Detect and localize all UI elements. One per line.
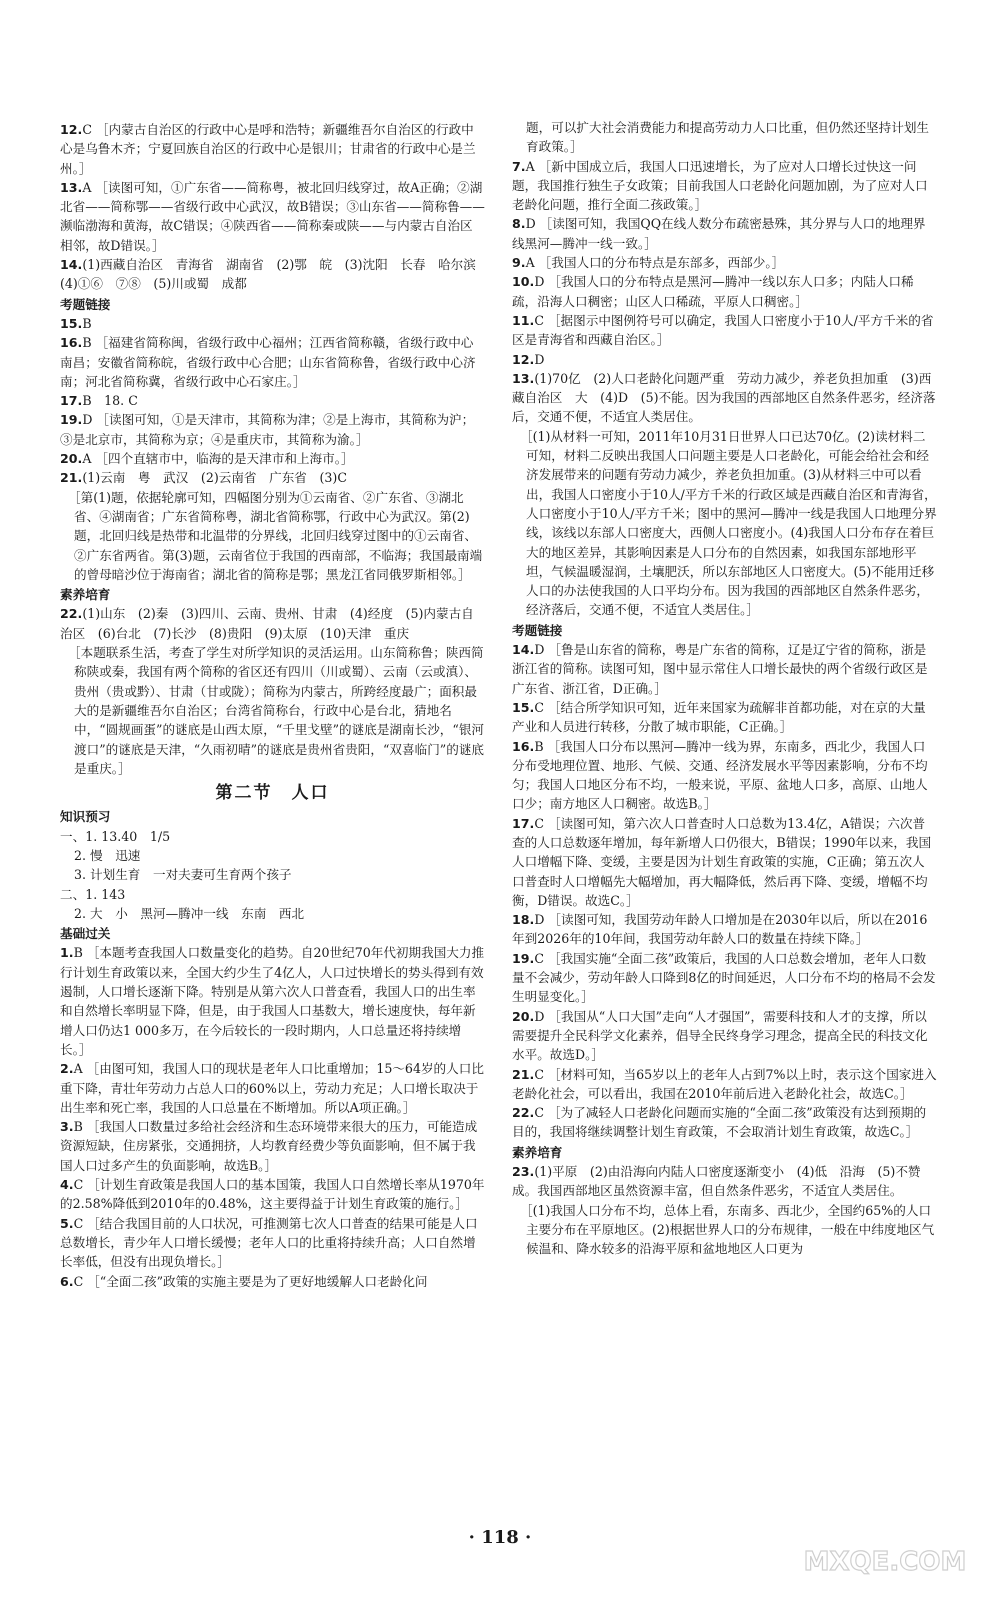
answer-number: 21. xyxy=(512,1066,535,1082)
explanation-22: ［本题联系生活，考查了学生对所学知识的灵活运用。山东简称鲁；陕西简称陕或秦，我国有两个简称的省区还有四川（川或蜀）、云南（云或滇）、贵州（贵或黔）、甘肃（甘或陇）；简称为内蒙古，所跨经度最广；面积最大的是新疆维吾尔自治区；台湾省简称台，行政中心是台北，猜地名中，“圆规画蛋”的谜底是山西太原，“千里戈壁”的谜底是湖南长沙，“银河渡口”的谜底是天津，“久雨初晴”的谜底是贵州省贵阳，“双喜临门”的谜底是重庆。］ xyxy=(68,645,485,776)
section-head-suyang: 素养培育 xyxy=(60,587,111,603)
section-head-zhishi: 知识预习 xyxy=(60,809,111,825)
section-head-kaoti: 考题链接 xyxy=(60,296,111,312)
answer-text: C ［计划生育政策是我国人口的基本国策，我国人口自然增长率从1970年的2.58%降低到2010年的0.48%，这主要得益于计划生育政策的施行。］ xyxy=(60,1177,485,1212)
answer-text: A ［读图可知，①广东省——简称粤，被北回归线穿过，故A正确；②湖北省——简称鄂——省级行政中心武汉，故B错误；③山东省——简称鲁——濒临渤海和黄海，故C错误；④陕西省——简称秦或陕——与内蒙古自治区相邻，故D错误。］ xyxy=(60,179,485,253)
answer-text: B xyxy=(82,315,92,331)
answer-item xyxy=(512,949,937,1007)
answer-number: 22. xyxy=(60,606,83,622)
answers-group-5 xyxy=(512,640,937,1142)
answer-item xyxy=(512,157,937,215)
answer-text: B ［福建省简称闽，省级行政中心福州；江西省简称赣，省级行政中心南昌；安徽省简称皖，省级行政中心合肥；山东省简称鲁，省级行政中心济南；河北省简称冀，省级行政中心石家庄。］ xyxy=(60,335,476,389)
answer-number: 16. xyxy=(512,738,535,754)
answer-number: 3. xyxy=(60,1119,74,1135)
answer-number: 7. xyxy=(512,158,526,174)
answer-text: C ［结合所学知识可知，近年来国家为疏解非首都功能，对在京的大量产业和人员进行转移，分散了城市职能，C正确。］ xyxy=(512,699,926,735)
answer-item xyxy=(60,1214,485,1272)
answers-group-2 xyxy=(60,314,485,488)
right-column xyxy=(512,118,937,1259)
answer-item xyxy=(512,369,937,427)
answer-number: 17. xyxy=(512,815,535,831)
answers-group-1 xyxy=(60,120,489,294)
answer-item xyxy=(60,178,485,255)
answer-item xyxy=(60,449,485,468)
answer-number: 6. xyxy=(60,1273,74,1289)
answer-item xyxy=(60,1059,485,1117)
section-head-suyang-right: 素养培育 xyxy=(512,1144,563,1160)
answer-number: 13. xyxy=(512,370,535,386)
answer-text: D ［读图可知，我国QQ在线人数分布疏密悬殊，其分界与人口的地理界线黑河—腾冲一线一致。］ xyxy=(512,216,926,251)
answer-item xyxy=(512,1007,937,1065)
answer-text: D ［鲁是山东省的简称，粤是广东省的简称，辽是辽宁省的简称，浙是浙江省的简称。读图可知，图中显示常住人口增长最快的两个省级行政区是广东省、浙江省，D正确。］ xyxy=(512,642,928,696)
answer-text: D xyxy=(534,351,545,367)
preview-list xyxy=(60,827,485,923)
answer-text: D ［我国人口的分布特点是黑河—腾冲一线以东人口多；内陆人口稀疏，沿海人口稠密；山区人口稀疏，平原人口稠密。］ xyxy=(512,274,914,309)
answer-item xyxy=(60,1272,485,1291)
answer-item xyxy=(60,410,485,449)
answer-number: 21. xyxy=(60,470,83,486)
explanation-23: ［(1)我国人口分布不均，总体上看，东南多、西北少，全国约65%的人口主要分布在平原地区。(2)根据世界人口的分布规律，一般在中纬度地区气候温和、降水较多的沿海平原和盆地地区人口更为 xyxy=(520,1202,935,1257)
answer-text: C ［材料可知，当65岁以上的老年人占到7%以上时，表示这个国家进入老龄化社会，可以看出，我国在2010年前后进入老龄化社会，故选C。］ xyxy=(512,1066,937,1101)
watermark-text: MXQE.COM xyxy=(803,1547,967,1577)
answer-item xyxy=(512,272,937,311)
answer-number: 23. xyxy=(512,1164,535,1180)
answer-text: B ［我国人口数量过多给社会经济和生态环境带来很大的压力，可能造成资源短缺，住房紧张，交通拥挤，人均教育经费少等负面影响，但不属于我国人口过多产生的负面影响，故选B。］ xyxy=(60,1119,478,1173)
answer-item-22 xyxy=(60,604,485,643)
answer-item xyxy=(512,311,937,350)
answer-item xyxy=(512,640,937,698)
answer-number: 2. xyxy=(60,1061,74,1077)
answer-number: 14. xyxy=(512,642,535,658)
answer-text: (1)平原 (2)由沿海向内陆人口密度逐渐变小 (4)低 沿海 (5)不赞成。我国西部地区虽然资源丰富，但自然条件恶劣，不适宜人类居住。 xyxy=(512,1164,921,1199)
answer-text: C ［内蒙古自治区的行政中心是呼和浩特；新疆维吾尔自治区的行政中心是乌鲁木齐；宁夏回族自治区的行政中心是银川；甘肃省的行政中心是兰州。］ xyxy=(60,122,476,176)
answer-text: A ［由图可知，我国人口的现状是老年人口比重增加；15～64岁的人口比重下降，青壮年劳动力占总人口的60%以上，劳动力充足；人口增长取决于出生率和死亡率，我国的人口总量在不断增加。所以A项正确。］ xyxy=(60,1061,484,1115)
answer-number: 19. xyxy=(512,950,535,966)
answer-item xyxy=(60,120,485,178)
answer-item xyxy=(512,910,937,949)
page-number: · 118 · xyxy=(468,1527,532,1548)
answer-text: D ［读图可知，①是天津市，其简称为津；②是上海市，其简称为沪；③是北京市，其简称为京；④是重庆市，其简称为渝。］ xyxy=(60,412,475,447)
answer-text: C ［“全面二孩”政策的实施主要是为了更好地缓解人口老龄化问 xyxy=(73,1273,428,1289)
answer-number: 10. xyxy=(512,274,535,290)
answer-number: 20. xyxy=(512,1008,535,1024)
answer-item-23 xyxy=(512,1162,937,1201)
answer-number: 12. xyxy=(512,351,535,367)
answer-text: (1)70亿 (2)人口老龄化问题严重 劳动力减少，养老负担加重 (3)西藏自治区 大 (4)D (5)不能。因为我国的西部地区自然条件恶劣，经济落后，交通不便，不适宜人类居住。 xyxy=(512,370,936,425)
answer-text: (1)山东 (2)秦 (3)四川、云南、贵州、甘肃 (4)经度 (5)内蒙古自治区 (6)台北 (7)长沙 (8)贵阳 (9)太原 (10)天津 重庆 xyxy=(60,606,474,641)
answer-number: 15. xyxy=(512,699,535,715)
answer-text: A ［我国人口的分布特点是东部多，西部少。］ xyxy=(525,255,785,271)
answer-text: C ［据图示中图例符号可以确定，我国人口密度小于10人/平方千米的省区是青海省和西藏自治区。］ xyxy=(512,312,934,348)
answer-item xyxy=(60,1117,485,1175)
answer-number: 20. xyxy=(60,451,83,467)
answers-group-4 xyxy=(512,157,937,427)
answer-text: (1)云南 粤 武汉 (2)云南省 广东省 (3)C xyxy=(82,470,347,486)
answer-number: 1. xyxy=(60,945,74,961)
answer-item xyxy=(512,698,937,737)
answer-text: A ［新中国成立后，我国人口迅速增长，为了应对人口增长过快这一问题，我国推行独生子女政策；目前我国人口老龄化问题加剧，为了应对人口老龄化问题，推行全面二孩政策。］ xyxy=(512,158,928,213)
answer-text: A ［四个直辖市中，临海的是天津市和上海市。］ xyxy=(82,451,354,467)
answers-group-3 xyxy=(60,943,485,1290)
answer-number: 22. xyxy=(512,1105,535,1121)
answer-text: C ［结合我国目前的人口状况，可推测第七次人口普查的结果可能是人口总数增长，青少年人口增长缓慢；老年人口的比重将持续升高；人口自然增长率低，但没有出现负增长。］ xyxy=(60,1215,478,1270)
answer-item xyxy=(512,814,937,910)
answer-item xyxy=(60,468,485,487)
answer-number: 11. xyxy=(512,312,535,328)
answer-number: 19. xyxy=(60,412,83,428)
explanation-21: ［第(1)题，依据轮廓可知，四幅图分别为①云南省、②广东省、③湖北省、④湖南省；广东省简称粤，湖北省简称鄂，行政中心为武汉。第(2)题，北回归线是热带和北温带的分界线，北回归线穿过图中的①云南省、②广东省两省。第(3)题，云南省位于我国的西南部，不临海；我国最南端的曾母暗沙位于海南省；湖北省的简称是鄂；黑龙江省同俄罗斯相邻。］ xyxy=(68,489,483,582)
answer-number: 16. xyxy=(60,335,83,351)
left-column xyxy=(60,120,489,1291)
explanation-13: ［(1)从材料一可知，2011年10月31日世界人口已达70亿。(2)读材料二可知，材料二反映出我国人口问题主要是人口老龄化，可能会给社会和经济发展带来的问题有劳动力减少，养老负担加重。(3)从材料三中可以看出，我国人口密度小于10人/平方千米的行政区域是西藏自治区和青海省，人口密度小于10人/平方千米；图中的黑河—腾冲一线是我国人口地理分界线，该线以东部人口密度大，西侧人口密度小。(4)我国人口分布存在着巨大的地区差异，其影响因素是人口分布的自然因素，如我国东部地形平坦，气候温暖湿润，土壤肥沃，所以东部地区人口密度大。(5)不能用迁移人口的办法使我国的人口平均分布。因为我国的西部地区自然条件恶劣，经济落后，交通不便，不适宜人类居住。］ xyxy=(520,428,937,618)
preview-line: 2. 慢 迅速 xyxy=(74,847,141,863)
answer-text: (1)西藏自治区 青海省 湖南省 (2)鄂 皖 (3)沈阳 长春 哈尔滨 (4)①⑥ ⑦⑧ (5)川或蜀 成都 xyxy=(60,257,489,292)
watermark-logo xyxy=(790,1508,980,1588)
answer-text: B ［我国人口分布以黑河—腾冲一线为界，东南多，西北少，我国人口分布受地理位置、地形、气候、交通、经济发展水平等因素影响，分布不均匀；我国人口地区分布不均，一般来说，平原、盆地人口多，高原、山地人口少；南方地区人口稠密。故选B。］ xyxy=(512,738,928,812)
answer-text: B 18. C xyxy=(82,393,138,409)
answer-number: 5. xyxy=(60,1215,74,1231)
answer-number: 15. xyxy=(60,315,83,331)
answer-text: D ［读图可知，我国劳动年龄人口增加是在2030年以后，所以在2016年到2026年的10年间，我国劳动年龄人口的数量在持续下降。］ xyxy=(512,912,928,947)
answer-item xyxy=(512,214,937,253)
answer-number: 9. xyxy=(512,255,526,271)
answer-item xyxy=(60,1175,485,1214)
answer-number: 17. xyxy=(60,393,83,409)
answer-number: 12. xyxy=(60,122,83,137)
preview-line: 3. 计划生育 一对夫妻可生育两个孩子 xyxy=(74,867,292,883)
answer-item xyxy=(512,350,937,369)
answer-number: 8. xyxy=(512,216,526,232)
answer-text: D ［我国从“人口大国”走向“人才强国”，需要科技和人才的支撑，所以需要提升全民科学文化素养，倡导全民终身学习理念，提高全民的科技文化水平。故选D。］ xyxy=(512,1008,928,1063)
chapter-title: 第二节 人口 xyxy=(215,783,330,804)
answer-number: 4. xyxy=(60,1177,74,1193)
answer-item xyxy=(60,314,485,333)
answer-text: B ［本题考查我国人口数量变化的趋势。自20世纪70年代初期我国大力推行计划生育政策以来，全国大约少生了4亿人，人口过快增长的势头得到有效遏制，人口增长逐渐下降。特别是从第六次人口普查看，我国人口的出生率和自然增长率明显下降，但是，由于我国人口基数大，增长速度快，每年新增人口仍达1 000多万，在今后较长的一段时期内，人口总量还将持续增长。］ xyxy=(60,945,485,1057)
preview-line: 二、1. 143 xyxy=(60,886,126,902)
continuation-6: 题，可以扩大社会消费能力和提高劳动力人口比重，但仍然还坚持计划生育政策。］ xyxy=(526,120,929,155)
section-head-jichu: 基础过关 xyxy=(60,926,111,942)
section-head-kaoti-right: 考题链接 xyxy=(512,622,563,638)
answer-number: 14. xyxy=(60,257,83,273)
answer-text: C ［我国实施“全面二孩”政策后，我国的人口总数会增加，老年人口数量不会减少，劳动年龄人口降到8亿的时间延迟，人口分布不均的格局不会发生明显变化。］ xyxy=(512,950,936,1005)
answer-number: 18. xyxy=(512,912,535,928)
answer-number: 13. xyxy=(60,179,83,195)
preview-line: 2. 大 小 黑河—腾冲一线 东南 西北 xyxy=(74,905,305,921)
answer-item xyxy=(512,1065,937,1104)
answer-text: C ［为了减轻人口老龄化问题而实施的“全面二孩”政策没有达到预期的目的，我国将继续调整计划生育政策，不会取消计划生育政策，故选C。］ xyxy=(512,1105,927,1140)
answer-item xyxy=(512,737,937,814)
answer-item xyxy=(512,1103,937,1142)
answer-item xyxy=(60,255,489,294)
answer-text: C ［读图可知，第六次人口普查时人口总数为13.4亿，A错误；六次普查的人口总数逐年增加，每年新增人口仍很大，B错误；1990年以来，我国人口增幅下降、变缓，主要是因为计划生育政策的实施，C正确；第五次人口普查时人口增幅先大幅增加，再大幅降低，然后再下降、变缓，增幅不均衡，D错误。故选C。］ xyxy=(512,815,932,908)
preview-line: 一、1. 13.40 1/5 xyxy=(60,828,171,844)
answer-item xyxy=(512,253,937,272)
answer-item xyxy=(60,943,485,1059)
answer-item xyxy=(60,333,485,391)
answer-item xyxy=(60,391,485,410)
